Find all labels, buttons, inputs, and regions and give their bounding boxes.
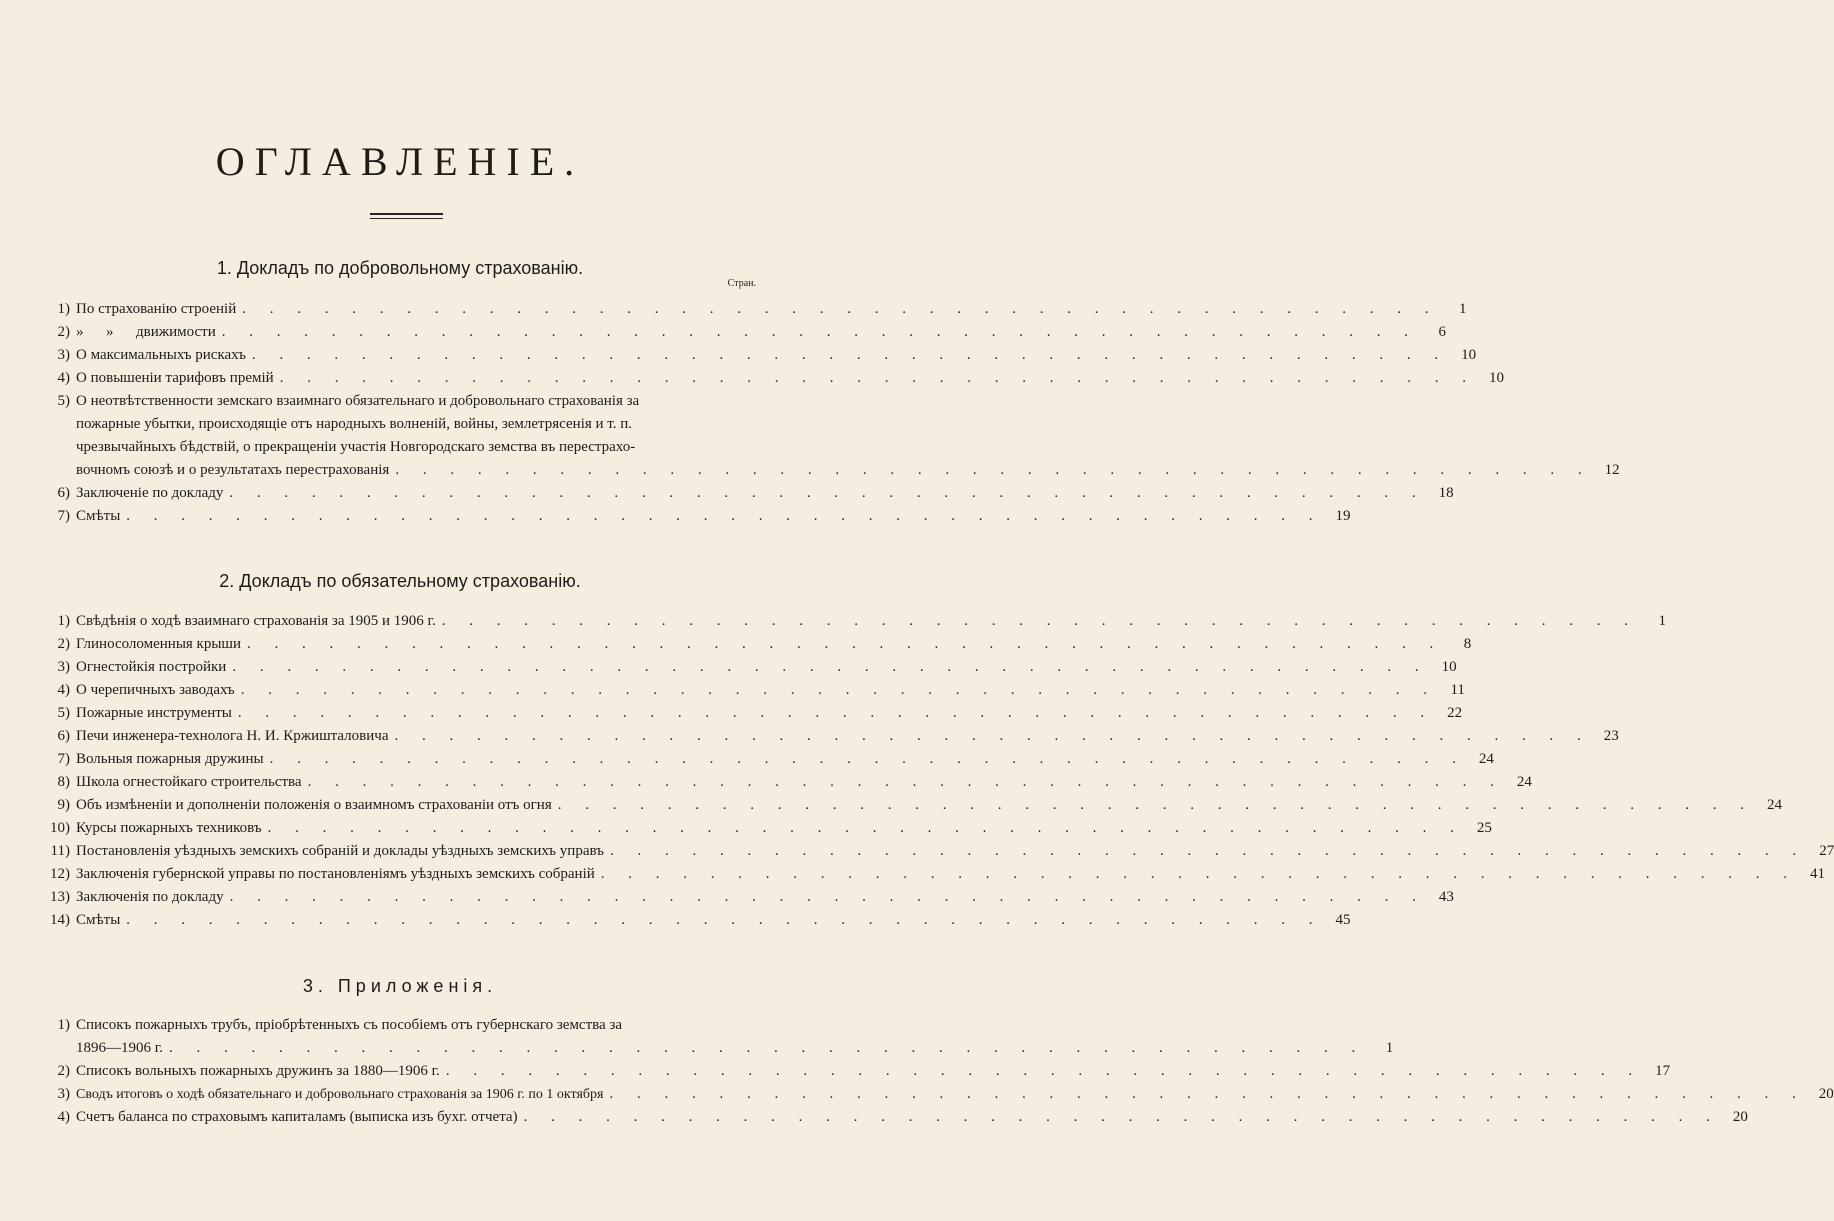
toc-entry (40, 633, 1472, 656)
entry-page: 22 (1447, 705, 1463, 721)
entry-number: 1) (57, 301, 70, 317)
leader-dots: . . . . . . . . . . . . . . . . . . . . . . . . . . . . . . . . . . . . . . . . . . . . (600, 866, 1798, 882)
toc-entry (40, 748, 1494, 771)
entry-text: О повышеніи тарифовъ премій (76, 370, 274, 386)
leader-dots: . . . . . . . . . . . . . . . . . . . . . . . . . . . . . . . . . . . . . . . . . . . . (251, 347, 1449, 363)
entry-number: 10) (50, 820, 70, 836)
leader-dots: . . . . . . . . . . . . . . . . . . . . . . . . . . . . . . . . . . . . . . . . . . . . (557, 797, 1754, 813)
page-title: ОГЛАВЛЕНІЕ. (215, 139, 585, 184)
entry-text: Огнестойкія постройки (76, 659, 227, 675)
toc-entry (40, 817, 1492, 840)
toc-entry (40, 298, 1467, 321)
title-rule-thin (370, 218, 443, 219)
leader-dots: . . . . . . . . . . . . . . . . . . . . . . . . . . . . . . . . . . . . . . . . . . . . (240, 682, 1437, 698)
entry-number: 8) (57, 774, 70, 790)
entry-page: 6 (1438, 324, 1446, 340)
entry-number: 3) (57, 347, 70, 363)
toc-entry (40, 344, 1477, 367)
page-column-label: Стран. (727, 278, 756, 289)
toc-entry (40, 702, 1463, 725)
leader-dots: . . . . . . . . . . . . . . . . . . . . . . . . . . . . . . . . . . . . . . . . . . . . (237, 705, 1435, 721)
title-rule (370, 213, 443, 215)
entry-text: 1896—1906 г. (76, 1040, 163, 1056)
entry-text: вочномъ союзѣ и о результатахъ перестрахованія (76, 462, 390, 478)
entry-page: 10 (1441, 659, 1457, 675)
section-3-heading: 3. Приложенія. (302, 976, 498, 996)
entry-page: 19 (1335, 508, 1351, 524)
entry-text: Постановленія уѣздныхъ земскихъ собраній и доклады уѣздныхъ земскихъ управъ (76, 843, 604, 859)
entry-text: Смѣты (76, 508, 121, 524)
leader-dots: . . . . . . . . . . . . . . . . . . . . . . . . . . . . . . . . . . . . . . . . . . . . (279, 370, 1476, 386)
toc-entry (40, 1083, 1834, 1106)
entry-page: 18 (1438, 485, 1454, 501)
leader-dots: . . . . . . . . . . . . . . . . . . . . . . . . . . . . . . . . . . . . . . . . . . . . (609, 1086, 1806, 1102)
entry-number: 9) (57, 797, 70, 813)
entry-page: 45 (1335, 912, 1351, 928)
section-2-list (40, 610, 1834, 932)
toc-entry (40, 771, 1532, 794)
entry-page: 1 (1658, 613, 1666, 629)
entry-page: 24 (1478, 751, 1494, 767)
entry-page: 10 (1488, 370, 1504, 386)
entry-text: » » движимости (76, 324, 216, 340)
entry-number: 1) (57, 613, 70, 629)
leader-dots: . . . . . . . . . . . . . . . . . . . . . . . . . . . . . . . . . . . . . . . . . . . . (221, 324, 1418, 340)
leader-dots: . . . . . . . . . . . . . . . . . . . . . . . . . . . . . . . . . . . . . . . . . . . . (232, 659, 1429, 675)
entry-page: 23 (1603, 728, 1619, 744)
leader-dots: . . . . . . . . . . . . . . . . . . . . . . . . . . . . . . . . . . . . . . . . . . . . (242, 301, 1439, 317)
toc-entry-multiline (40, 390, 1620, 482)
entry-number: 5) (57, 393, 70, 409)
entry-number: 4) (57, 1109, 70, 1125)
entry-number: 6) (57, 728, 70, 744)
toc-entry (40, 679, 1465, 702)
section-2-heading: 2. Докладъ по обязательному страхованію. (219, 571, 581, 591)
entry-number: 4) (57, 370, 70, 386)
toc-entry (40, 886, 1454, 909)
leader-dots: . . . . . . . . . . . . . . . . . . . . . . . . . . . . . . . . . . . . . . . . . . . . (126, 508, 1323, 524)
leader-dots: . . . . . . . . . . . . . . . . . . . . . . . . . . . . . . . . . . . . . . . . . . . . (441, 613, 1638, 629)
entry-number: 3) (57, 659, 70, 675)
entry-text: О неотвѣтственности земскаго взаимнаго обязательнаго и добровольнаго страхованія за (76, 393, 640, 409)
entry-text: Вольныя пожарныя дружины (76, 751, 264, 767)
toc-entry (40, 482, 1454, 505)
entry-page: 24 (1767, 797, 1782, 813)
toc-entry (40, 1060, 1671, 1083)
entry-text: Свѣдѣнія о ходѣ взаимнаго страхованія за 1905 и 1906 г. (76, 613, 436, 629)
entry-number: 2) (57, 324, 70, 340)
entry-text: Списокъ пожарныхъ трубъ, пріобрѣтенныхъ съ пособіемъ отъ губернскаго земства за (76, 1017, 623, 1033)
leader-dots: . . . . . . . . . . . . . . . . . . . . . . . . . . . . . . . . . . . . . . . . . . . . (247, 636, 1444, 652)
entry-page: 17 (1655, 1063, 1671, 1079)
entry-number: 14) (50, 912, 70, 928)
entry-text: По страхованію строеній (76, 301, 237, 317)
entry-text: чрезвычайныхъ бѣдствій, о прекращеніи участія Новгородскаго земства въ перестрахо- (76, 439, 636, 455)
toc-entry (40, 725, 1619, 748)
toc-entry (40, 840, 1834, 863)
entry-text: О максимальныхъ рискахъ (76, 347, 246, 363)
toc-entry (40, 909, 1351, 932)
entry-text: Списокъ вольныхъ пожарныхъ дружинъ за 1880—1906 г. (76, 1063, 440, 1079)
entry-page: 8 (1463, 636, 1472, 652)
entry-page: 12 (1604, 462, 1620, 478)
leader-dots: . . . . . . . . . . . . . . . . . . . . . . . . . . . . . . . . . . . . . . . . . . . . (609, 843, 1807, 859)
leader-dots: . . . . . . . . . . . . . . . . . . . . . . . . . . . . . . . . . . . . . . . . . . . . (395, 462, 1592, 478)
entry-page: 10 (1461, 347, 1477, 363)
entry-text: Школа огнестойкаго строительства (76, 774, 302, 790)
entry-text: Печи инженера-технолога Н. И. Кржишталовича (76, 728, 389, 744)
entry-text: Заключеніе по докладу (76, 485, 224, 501)
entry-page: 1 (1385, 1040, 1394, 1056)
entry-page: 20 (1732, 1109, 1748, 1125)
entry-text: Глиносоломенныя крыши (76, 636, 241, 652)
leader-dots: . . . . . . . . . . . . . . . . . . . . . . . . . . . . . . . . . . . . . . . . . . . . (229, 889, 1426, 905)
entry-text: Сводъ итоговъ о ходѣ обязательнаго и добровольнаго страхованія за 1906 г. по 1 октября (76, 1087, 604, 1102)
leader-dots: . . . . . . . . . . . . . . . . . . . . . . . . . . . . . . . . . . . . . . . . . . . . (229, 485, 1426, 501)
leader-dots: . . . . . . . . . . . . . . . . . . . . . . . . . . . . . . . . . . . . . . . . . . . . (267, 820, 1464, 836)
entry-number: 2) (57, 636, 70, 652)
toc-entry-multiline (40, 1014, 1394, 1060)
toc-entry (40, 367, 1504, 390)
section-1-list (40, 298, 1620, 528)
entry-number: 1) (57, 1017, 70, 1033)
leader-dots: . . . . . . . . . . . . . . . . . . . . . . . . . . . . . . . . . . . . . . . . . . . . (269, 751, 1466, 767)
entry-page: 25 (1476, 820, 1492, 836)
leader-dots: . . . . . . . . . . . . . . . . . . . . . . . . . . . . . . . . . . . . . . . . . . . . (307, 774, 1504, 790)
entry-number: 6) (57, 485, 70, 501)
entry-number: 13) (50, 889, 70, 905)
entry-text: Смѣты (76, 912, 121, 928)
entry-page: 27 (1819, 843, 1834, 859)
entry-text: пожарные убытки, происходящіе отъ народныхъ волненій, войны, землетрясенія и т. п. (76, 416, 632, 432)
leader-dots: . . . . . . . . . . . . . . . . . . . . . . . . . . . . . . . . . . . . . . . . . . . . (394, 728, 1591, 744)
entry-text: Заключенія губернской управы по постановленіямъ уѣздныхъ земскихъ собраній (76, 866, 595, 882)
entry-number: 7) (57, 751, 70, 767)
toc-entry (40, 505, 1351, 528)
section-3-list (40, 1014, 1834, 1129)
entry-page: 41 (1810, 866, 1826, 882)
toc-entry (40, 1106, 1748, 1129)
leader-dots: . . . . . . . . . . . . . . . . . . . . . . . . . . . . . . . . . . . . . . . . . . . . (168, 1040, 1366, 1056)
leader-dots: . . . . . . . . . . . . . . . . . . . . . . . . . . . . . . . . . . . . . . . . . . . . (523, 1109, 1720, 1125)
entry-text: Пожарные инструменты (76, 705, 232, 721)
entry-text: Счетъ баланса по страховымъ капиталамъ (выписка изъ бухг. отчета) (76, 1109, 518, 1125)
toc-entry (40, 610, 1666, 633)
toc-entry (40, 321, 1446, 344)
entry-page: 24 (1516, 774, 1532, 790)
entry-number: 11) (50, 843, 70, 859)
entry-number: 5) (57, 705, 70, 721)
entry-page: 20 (1818, 1086, 1834, 1102)
leader-dots: . . . . . . . . . . . . . . . . . . . . . . . . . . . . . . . . . . . . . . . . . . . . (445, 1063, 1643, 1079)
entry-page: 1 (1458, 301, 1467, 317)
entry-text: Объ измѣненіи и дополненіи положенія о взаимномъ страхованіи отъ огня (76, 797, 552, 813)
entry-number: 3) (57, 1086, 70, 1102)
entry-number: 7) (57, 508, 70, 524)
entry-page: 43 (1438, 889, 1454, 905)
toc-entry (40, 863, 1826, 886)
entry-number: 12) (50, 866, 70, 882)
entry-page: 11 (1450, 682, 1465, 698)
entry-number: 4) (57, 682, 70, 698)
entry-text: Заключенія по докладу (76, 889, 224, 905)
entry-text: Курсы пожарныхъ техниковъ (76, 820, 262, 836)
entry-number: 2) (57, 1063, 70, 1079)
leader-dots: . . . . . . . . . . . . . . . . . . . . . . . . . . . . . . . . . . . . . . . . . . . . (126, 912, 1323, 928)
toc-entry (40, 794, 1782, 817)
entry-text: О черепичныхъ заводахъ (76, 682, 235, 698)
section-1-heading: 1. Докладъ по добровольному страхованію. (216, 258, 584, 278)
toc-entry (40, 656, 1457, 679)
